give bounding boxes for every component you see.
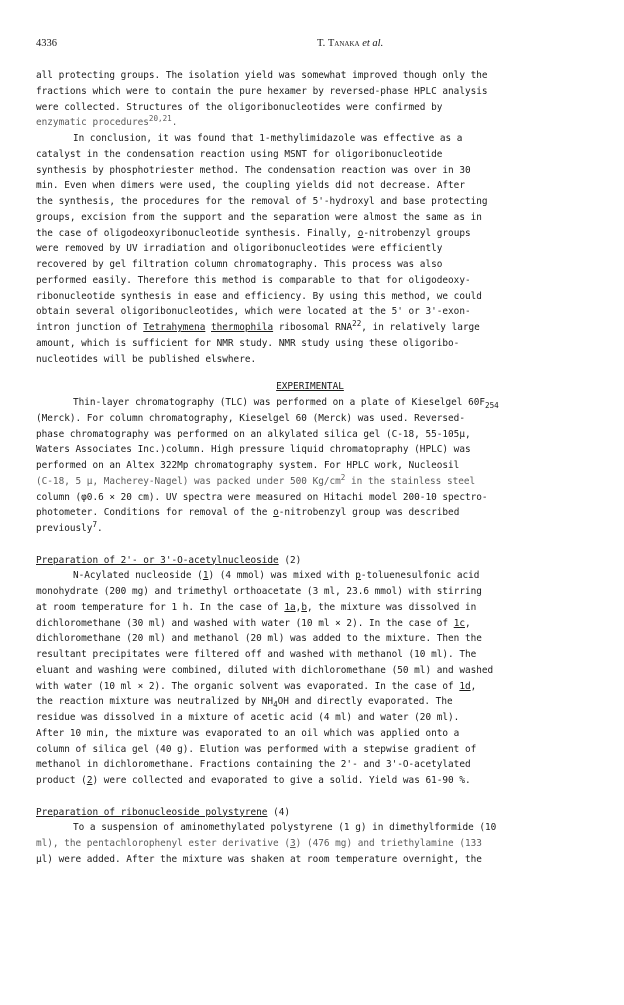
- text-line: [36, 521, 584, 537]
- text-line: column of silica gel (40 g). Elution was performed with a stepwise gradient of: [36, 743, 477, 755]
- text-line: [36, 616, 584, 632]
- compound-ref: 3: [290, 838, 296, 849]
- text-line: were collected. Structures of the oligoribonucleotides were confirmed by: [36, 101, 443, 113]
- author-surname: Tanaka: [327, 38, 360, 49]
- text-line: [36, 395, 584, 411]
- text-fragment: previously: [36, 523, 93, 534]
- text-line: After 10 min, the mixture was evaporated to an oil which was applied onto a: [36, 727, 460, 739]
- text-line: amount, which is sufficient for NMR study. NMR study using these oligoribo-: [36, 337, 460, 349]
- subsection-heading: [36, 805, 584, 821]
- text-line: In conclusion, it was found that 1-methylimidazole was effective as a: [73, 133, 463, 144]
- text-line: performed easily. Therefore this method is comparable to that for oligodeoxy-: [36, 274, 471, 286]
- text-line: methanol in dichloromethane. Fractions containing the 2'- and 3'-O-acetylated: [36, 759, 471, 771]
- text-fragment: (C-18, 5 μ, Macherey-Nagel) was packed under 500 Kg/cm: [36, 475, 341, 487]
- text-line: catalyst in the condensation reaction using MSNT for oligoribonucleotide: [36, 148, 443, 160]
- text-fragment: ml), the pentachlorophenyl ester derivative (: [36, 838, 290, 849]
- text-fragment: product (: [36, 775, 87, 786]
- text-fragment: ) (4 mmol) was mixed with: [208, 570, 356, 582]
- text-fragment: Thin-layer chromatography (TLC) was performed on a plate of Kieselgel 60F: [73, 397, 486, 408]
- subsection-title: Preparation of 2'- or 3'-O-acetylnucleoside: [36, 554, 279, 566]
- subsection-heading: [36, 553, 584, 569]
- subscript: 4: [273, 700, 278, 710]
- subscript: 254: [485, 401, 499, 410]
- page-header: [36, 38, 596, 52]
- text-line: ribonucleotide synthesis in ease and efficiency. By using this method, we could: [36, 290, 482, 302]
- text-line: min. Even when dimers were used, the coupling yields did not decrease. After: [36, 180, 465, 192]
- text-fragment: ribosomal RNA: [273, 322, 353, 333]
- text-line: monohydrate (200 mg) and trimethyl orthoacetate (3 ml, 23.6 mmol) with stirring: [36, 586, 482, 597]
- compound-ref: 1: [202, 570, 209, 582]
- citation-superscript: 20,21: [148, 114, 172, 124]
- text-fragment: -toluenesulfonic acid: [360, 570, 480, 582]
- text-fragment: with water (10 ml × 2). The organic solvent was evaporated. In the case of: [36, 680, 460, 692]
- text-line: dichloromethane (20 ml) and methanol (20 ml) was added to the mixture. Then the: [36, 633, 482, 645]
- body-text: [36, 68, 584, 868]
- text-line: eluant and washing were combined, diluted with dichloromethane (50 ml) and washed: [36, 664, 494, 676]
- citation-superscript: 7: [92, 520, 98, 529]
- text-line: [36, 600, 584, 616]
- text-line: recovered by gel filtration column chromatography. This process was also: [36, 259, 443, 270]
- italic-o: o: [273, 507, 279, 519]
- text-fragment: photometer. Conditions for removal of the: [36, 507, 274, 519]
- text-line: nucleotides will be published elswhere.: [36, 353, 257, 365]
- compound-ref: 2: [86, 775, 93, 786]
- text-line: obtain several oligoribonucleotides, which were located at the 5' or 3'-exon-: [36, 306, 471, 318]
- text-fragment: OH and directly evaporated. The: [277, 696, 453, 708]
- subsection-compound: (2): [278, 554, 302, 566]
- text-line: (Merck). For column chromatography, Kieselgel 60 (Merck) was used. Reversed-: [36, 412, 465, 424]
- text-line: column (φ0.6 × 20 cm). UV spectra were measured on Hitachi model 200-10 spectro-: [36, 491, 488, 503]
- text-fragment: ,: [464, 617, 471, 629]
- text-fragment: .: [97, 523, 103, 534]
- text-fragment: ,: [295, 601, 302, 613]
- text-line: Waters Associates Inc.)column. High pressure liquid chromatopraphy (HPLC) was: [36, 444, 471, 456]
- text-fragment: at room temperature for 1 h. In the case of: [36, 601, 285, 613]
- text-line: [36, 836, 584, 852]
- text-line: [36, 773, 584, 789]
- author-initial: T.: [317, 38, 328, 49]
- text-line: resultant precipitates were filtered off and washed with methanol (10 ml). The: [36, 649, 477, 660]
- text-fragment: -nitrobenzyl groups: [363, 227, 471, 239]
- text-line: groups, excision from the support and the separation were almost the same as in: [36, 211, 482, 223]
- species-genus: Tetrahymena: [143, 322, 206, 333]
- text-line: fractions which were to contain the pure hexamer by reversed-phase HPLC analysis: [36, 85, 488, 97]
- compound-ref: 1a: [284, 601, 296, 613]
- text-fragment: , the mixture was dissolved in: [306, 601, 477, 613]
- text-line: performed on an Altex 322Mp chromatography system. For HPLC work, Nucleosil: [36, 460, 460, 471]
- subsection-compound: (4): [267, 806, 290, 818]
- text-fragment: the reaction mixture was neutralized by NH: [36, 696, 274, 708]
- text-line: were removed by UV irradiation and oligoribonucleotides were efficiently: [36, 243, 443, 255]
- page-number: 4336: [36, 38, 57, 49]
- text-fragment: ) (476 mg) and triethylamine (133: [295, 838, 482, 849]
- text-line: [36, 226, 584, 242]
- text-line: μl) were added. After the mixture was shaken at room temperature overnight, the: [36, 853, 482, 865]
- text-fragment: ,: [470, 680, 477, 692]
- text-line: phase chromatography was performed on an alkylated silica gel (C-18, 55-105μ,: [36, 428, 471, 440]
- text-line: [36, 505, 584, 521]
- text-line: synthesis by phosphotriester method. The condensation reaction was over in 30: [36, 164, 471, 176]
- compound-ref: b: [301, 601, 307, 613]
- text-line: residue was dissolved in a mixture of acetic acid (4 ml) and water (20 ml).: [36, 712, 460, 723]
- italic-p: p: [355, 570, 361, 582]
- text-line: all protecting groups. The isolation yield was somewhat improved though only the: [36, 70, 488, 81]
- superscript: 2: [340, 472, 346, 482]
- text-fragment: the case of oligodeoxyribonucleotide synthesis. Finally,: [36, 227, 358, 239]
- text-fragment: in the stainless steel: [345, 475, 476, 487]
- subsection-title: Preparation of ribonucleoside polystyrene: [36, 806, 268, 818]
- text-fragment: N-Acylated nucleoside (: [73, 570, 203, 582]
- et-al: et al.: [359, 38, 384, 49]
- text-fragment: dichloromethane (30 ml) and washed with water (10 ml × 2). In the case of: [36, 617, 454, 629]
- text-fragment: .: [171, 117, 178, 129]
- text-line: [36, 679, 584, 695]
- species-name: thermophila: [211, 322, 274, 333]
- text-fragment: , in relatively large: [361, 322, 480, 333]
- text-fragment: enzymatic procedures: [36, 117, 149, 129]
- text-line: the synthesis, the procedures for the removal of 5'-hydroxyl and base protecting: [36, 196, 488, 207]
- text-fragment: -nitrobenzyl group was described: [278, 507, 460, 519]
- running-head: [317, 38, 383, 49]
- text-line: [36, 115, 584, 131]
- section-heading: [36, 379, 584, 395]
- text-fragment: ) were collected and evaporated to give a solid. Yield was 61-90 %.: [92, 775, 471, 786]
- text-line: [36, 568, 584, 584]
- citation-superscript: 22: [352, 319, 362, 328]
- text-line: [36, 694, 584, 710]
- italic-o: o: [357, 227, 364, 239]
- text-fragment: intron junction of: [36, 322, 144, 333]
- text-line: [36, 474, 584, 490]
- text-line: To a suspension of aminomethylated polystyrene (1 g) in dimethylformide (10: [73, 822, 497, 834]
- compound-ref: 1d: [459, 680, 471, 692]
- experimental-heading: EXPERIMENTAL: [276, 381, 344, 393]
- text-line: [36, 320, 584, 336]
- compound-ref: 1c: [453, 617, 465, 629]
